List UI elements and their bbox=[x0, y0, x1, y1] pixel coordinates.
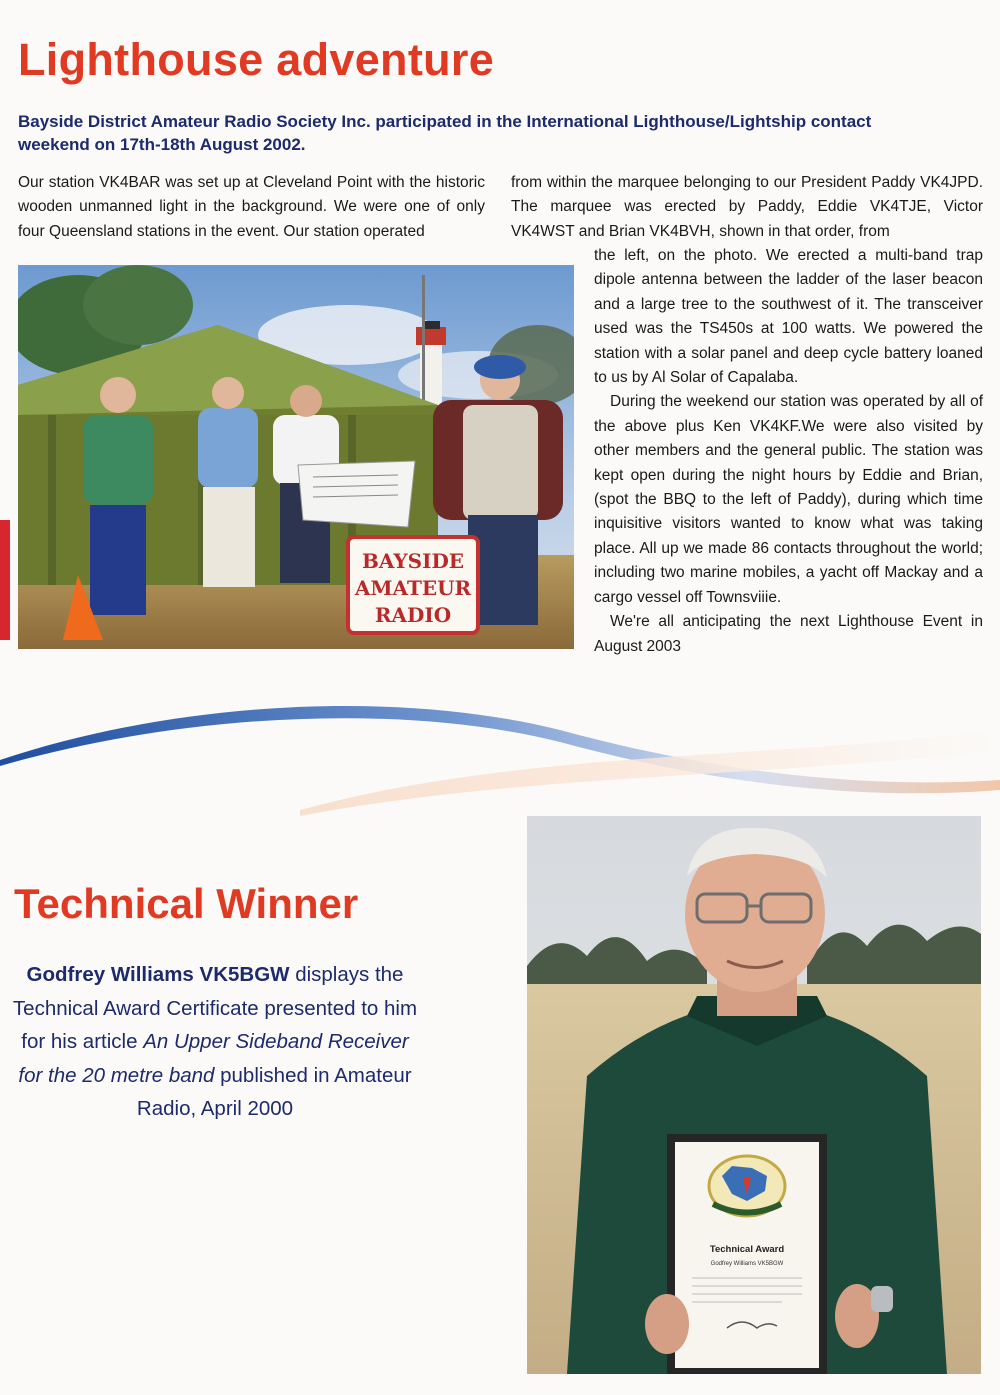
paragraph: the left, on the photo. We erected a multi-band trap dipole antenna between the ladder of the laser beacon and a large tree to the southwest of it. The transceiver used was the TS450s at 100 watts. We powered the station with a solar panel and deep cycle battery loaned to us by Al Solar of Capalaba. bbox=[594, 247, 983, 387]
paragraph: During the weekend our station was operated by all of the above plus Ken VK4KF.We were also visited by other members and the general public. The station was kept open during the night hours by Eddie and Brian, (spot the BBQ to the left of Paddy), during which time inquisitive visitors wanted to know what was taking place. All up we made 86 contacts throughout the world; including two marine mobiles, a yacht off Mackay and a cargo vessel off Townsviiie. bbox=[594, 393, 983, 606]
marquee-photo bbox=[18, 265, 574, 649]
certificate-name: Godfrey Williams VK5BGW bbox=[710, 1261, 784, 1267]
sign-line-2: AMATEUR bbox=[354, 576, 472, 600]
certificate-title: Technical Award bbox=[709, 1244, 785, 1255]
page-edge-strip bbox=[0, 520, 10, 640]
article-title-technical-winner: Technical Winner bbox=[14, 880, 359, 927]
article-title-lighthouse: Lighthouse adventure bbox=[18, 34, 495, 85]
decorative-swoosh bbox=[0, 690, 1000, 820]
body-column-2: from within the marquee belonging to our President Paddy VK4JPD. The marquee was erected by Paddy, Eddie VK4TJE, Victor VK4WST and Brian VK4BVH, shown in that order, from bbox=[511, 174, 983, 240]
body-column-3 bbox=[594, 244, 983, 659]
paragraph: We're all anticipating the next Lighthouse Event in August 2003 bbox=[594, 613, 983, 655]
winner-photo bbox=[527, 816, 981, 1374]
sign-line-3: RADIO bbox=[374, 603, 452, 627]
caption-article-title: An Upper Sideband Receiver for the 20 metre band bbox=[18, 1030, 409, 1087]
caption-text-1: displays the Technical Award Certificate presented to him for his article bbox=[12, 963, 418, 1054]
caption-name: Godfrey Williams VK5BGW bbox=[26, 963, 290, 986]
sign-line-1: BAYSIDE bbox=[361, 549, 465, 573]
body-column-1: Our station VK4BAR was set up at Cleveland Point with the historic wooden unmanned light in the background. We were one of only four Queensland stations in the event. Our station operated bbox=[18, 174, 485, 240]
caption-text-2: published in Amateur Radio, April 2000 bbox=[136, 1063, 412, 1121]
article-intro: Bayside District Amateur Radio Society Inc. participated in the International Lighthouse/Lightship contact weekend on 17th-18th August 2002. bbox=[18, 112, 872, 154]
photo-caption bbox=[10, 958, 420, 1126]
